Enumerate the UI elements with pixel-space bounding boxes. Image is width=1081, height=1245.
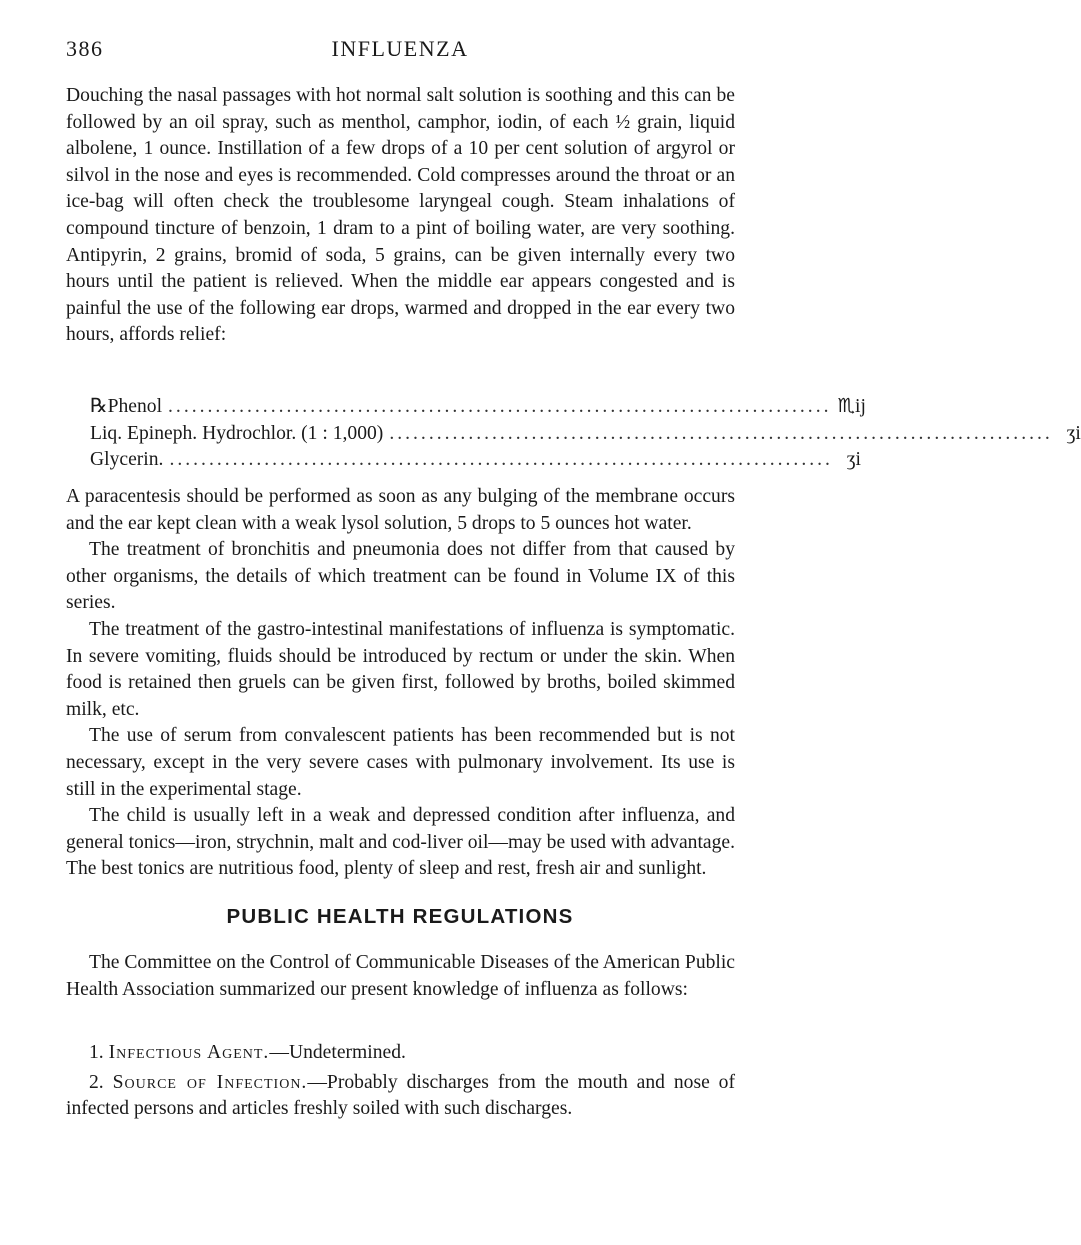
item-number: 2. [89, 1071, 104, 1093]
ingredient-name: Liq. Epineph. Hydrochlor. (1 : 1,000) [90, 422, 384, 444]
paragraph: Douching the nasal passages with hot normal salt solution is soothing and this can be followed by an oil spray, such as menthol, camphor, iodin, of each ½ grain, liquid albolene, 1 ounce. Instillation of a few drops of a 10 per cent solution of argyrol or silvol in the nose and eyes is recommended. Cold compresses around the throat or an ice-bag will often check the troublesome laryngeal cough. Steam inhalations of compound tincture of benzoin, 1 dram to a pint of boiling water, are very soothing. Antipyrin, 2 grains, bromid of soda, 5 grains, can be given internally every two hours until the patient is relieved. When the middle ear appears congested and is painful the use of the following ear drops, warmed and dropped in the ear every two hours, affords relief: [66, 85, 735, 346]
ingredient-name: Phenol [107, 396, 163, 417]
page-header [66, 36, 734, 66]
ingredient-name: Glycerin. [90, 449, 164, 471]
prescription-row [90, 421, 1081, 448]
prescription [90, 394, 1081, 474]
list-item [66, 1070, 735, 1123]
item-term: Infectious Agent. [108, 1042, 270, 1063]
page-number: 386 [66, 36, 104, 61]
dot-leader: .................................................................................... [389, 422, 1053, 444]
paragraph: The Committee on the Control of Communicable Diseases of the American Public Health Association summarized our present knowledge of influenza as follows: [66, 952, 735, 1000]
item-number: 1. [89, 1042, 104, 1063]
ingredient-quantity: ʒi [1066, 422, 1081, 444]
body-text-section [66, 950, 735, 1003]
list-item [66, 1040, 735, 1067]
paragraph: The treatment of bronchitis and pneumonia does not differ from that caused by other organisms, the details of which treatment can be found in Volume IX of this series. [66, 539, 735, 614]
body-text-middle [66, 484, 735, 883]
item-term: Source of Infection. [112, 1071, 308, 1093]
running-title: INFLUENZA [331, 36, 469, 61]
body-text-top [66, 83, 735, 349]
prescription-row [90, 447, 861, 474]
paragraph: A paracentesis should be performed as soon as any bulging of the membrane occurs and the ear kept clean with a weak lysol solution, 5 drops to 5 ounces hot water. [66, 486, 735, 534]
paragraph: The child is usually left in a weak and depressed condition after influenza, and general tonics—iron, strychnin, malt and cod-liver oil—may be used with advantage. The best tonics are nutritious food, plenty of sleep and rest, fresh air and sunlight. [66, 805, 735, 880]
item-text: —Undetermined. [269, 1042, 406, 1063]
dot-leader: .................................................................................... [168, 396, 832, 417]
paragraph: The treatment of the gastro-intestinal manifestations of influenza is symptomatic. In severe vomiting, fluids should be introduced by rectum or under the skin. When food is retained then gruels can be given first, followed by broths, boiled skimmed milk, etc. [66, 618, 735, 720]
paragraph: The use of serum from convalescent patients has been recommended but is not necessary, except in the very severe cases with pulmonary involvement. Its use is still in the experimental stage. [66, 725, 735, 800]
item-text: —Probably discharges from the mouth and nose of infected persons and articles freshly soiled with such discharges. [66, 1071, 735, 1120]
dot-leader: .................................................................................... [169, 449, 833, 471]
prescription-row [90, 394, 866, 421]
ingredient-quantity: ʒi [846, 449, 861, 471]
section-heading: PUBLIC HEALTH REGULATIONS [226, 905, 574, 928]
recipe-symbol: ℞ [90, 396, 108, 417]
numbered-list [66, 1040, 735, 1123]
ingredient-quantity: ♏︎ij [837, 396, 866, 417]
